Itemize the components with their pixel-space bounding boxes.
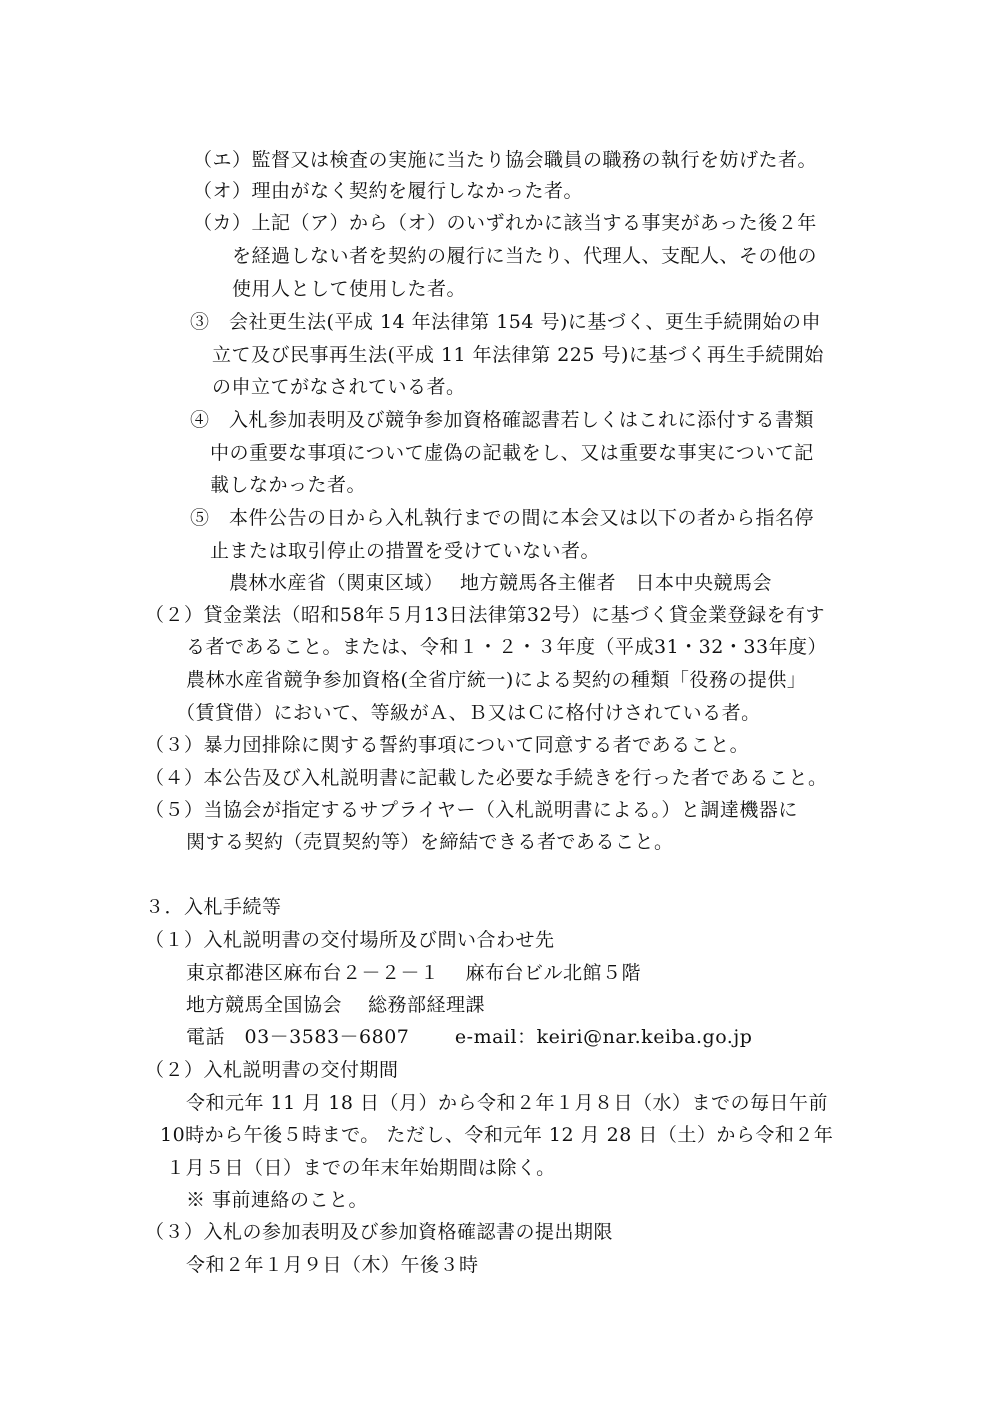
text-line: ⑤ 本件公告の日から入札執行までの間に本会又は以下の者から指名停 — [190, 507, 815, 529]
text-line: 立て及び民事再生法(平成 11 年法律第 225 号)に基づく再生手続開始 — [212, 344, 824, 366]
text-line: 東京都港区麻布台２－２－１ 麻布台ビル北館５階 — [186, 962, 642, 984]
text-line: 10時から午後５時まで。 ただし、令和元年 12 月 28 日（土）から令和２年 — [160, 1124, 834, 1146]
text-line: （４）本公告及び入札説明書に記載した必要な手続きを行った者であること。 — [145, 767, 828, 789]
text-line: （３）入札の参加表明及び参加資格確認書の提出期限 — [145, 1221, 614, 1243]
text-line: 載しなかった者。 — [210, 474, 367, 496]
text-line: の申立てがなされている者。 — [212, 376, 466, 398]
text-line: （５）当協会が指定するサプライヤー（入札説明書による。）と調達機器に — [145, 799, 798, 821]
text-line: （オ）理由がなく契約を履行しなかった者。 — [193, 180, 584, 202]
section-heading: ３．入札手続等 — [145, 896, 282, 918]
text-line: （２）貸金業法（昭和58年５月13日法律第32号）に基づく貸金業登録を有す — [145, 604, 826, 626]
text-line: 止または取引停止の措置を受けていない者。 — [210, 540, 601, 562]
text-line: 令和元年 11 月 18 日（月）から令和２年１月８日（水）までの毎日午前 — [186, 1092, 829, 1114]
text-line: 使用人として使用した者。 — [232, 278, 467, 300]
text-line: （１）入札説明書の交付場所及び問い合わせ先 — [145, 929, 555, 951]
text-line: （２）入札説明書の交付期間 — [145, 1059, 399, 1081]
text-line: を経過しない者を契約の履行に当たり、代理人、支配人、その他の — [232, 245, 818, 267]
text-line: 関する契約（売買契約等）を締結できる者であること。 — [186, 831, 674, 853]
text-line: 電話 03－3583－6807 e-mail：keiri@nar.keiba.go.jp — [186, 1026, 753, 1048]
text-line: （カ）上記（ア）から（オ）のいずれかに該当する事実があった後２年 — [193, 212, 817, 234]
text-line: 農林水産省競争参加資格(全省庁統一)による契約の種類「役務の提供」 — [186, 669, 807, 691]
text-line: （３）暴力団排除に関する誓約事項について同意する者であること。 — [145, 734, 750, 756]
text-line: 地方競馬全国協会 総務部経理課 — [186, 994, 486, 1016]
text-line: 農林水産省（関東区域） 地方競馬各主催者 日本中央競馬会 — [229, 572, 773, 594]
text-line: １月５日（日）までの年末年始期間は除く。 — [166, 1157, 556, 1179]
text-line: ③ 会社更生法(平成 14 年法律第 154 号)に基づく、更生手続開始の申 — [190, 311, 822, 333]
text-line: ④ 入札参加表明及び競争参加資格確認書若しくはこれに添付する書類 — [190, 409, 815, 431]
text-line: 中の重要な事項について虚偽の記載をし、又は重要な事実について記 — [210, 442, 814, 464]
text-line: （賃貸借）において、等級がＡ、Ｂ又はＣに格付けされている者。 — [176, 702, 761, 724]
text-line: る者であること。または、令和１・２・３年度（平成31・32・33年度） — [186, 636, 828, 658]
text-line: ※ 事前連絡のこと。 — [186, 1189, 369, 1211]
text-line: 令和２年１月９日（木）午後３時 — [186, 1254, 479, 1276]
text-line: （エ）監督又は検査の実施に当たり協会職員の職務の執行を妨げた者。 — [193, 149, 818, 171]
